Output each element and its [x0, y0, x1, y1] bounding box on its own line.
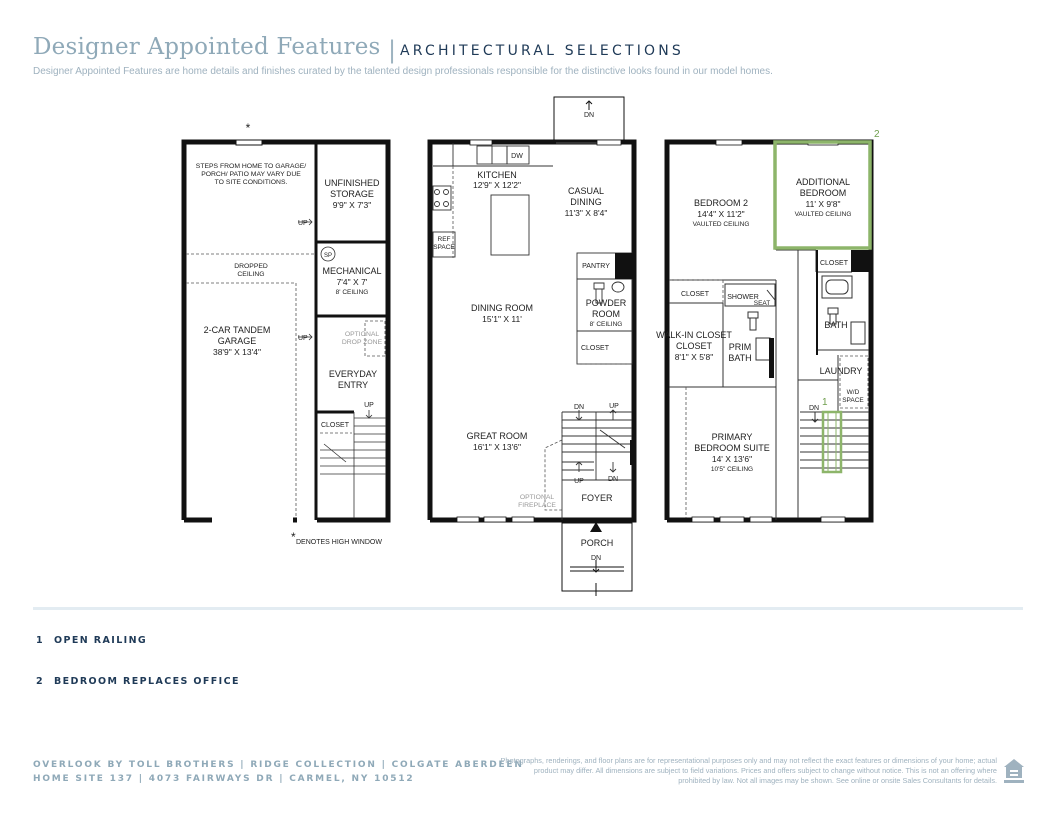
- powder-room-label-2: ROOM: [592, 309, 620, 319]
- closet-label-main: CLOSET: [580, 345, 610, 352]
- title-separator: |: [388, 36, 397, 64]
- mechanical-label: MECHANICAL: [322, 266, 382, 276]
- primary-suite-label: PRIMARY: [711, 432, 753, 442]
- up-label-stair: UP: [609, 403, 619, 410]
- dining-room-label: DINING ROOM: [471, 303, 533, 313]
- casual-dining-label-2: DINING: [570, 197, 602, 207]
- dropped-ceiling-label-2: CEILING: [237, 271, 265, 278]
- optional-fireplace-label: OPTIONAL: [519, 494, 555, 501]
- unfinished-storage-dim: 9'9" X 7'3": [332, 200, 372, 210]
- highlight-open-railing: [823, 412, 841, 472]
- bath-label: BATH: [824, 320, 848, 330]
- dining-room-dim: 15'1" X 11': [482, 314, 522, 324]
- up-label-storage: UP: [298, 220, 308, 227]
- asterisk-note: *: [291, 530, 296, 544]
- foyer-label: FOYER: [581, 493, 613, 503]
- selection-number: 2: [36, 676, 45, 687]
- prim-bath-label: PRIM: [728, 342, 752, 352]
- mechanical-dim: 7'4" X 7': [336, 277, 368, 287]
- garage-note-line-3: TO SITE CONDITIONS.: [214, 179, 288, 186]
- garage-note-line-2: PORCH/ PATIO MAY VARY DUE: [201, 171, 301, 178]
- bedroom2-label: BEDROOM 2: [693, 198, 749, 208]
- dropped-ceiling-label: DROPPED: [234, 263, 268, 270]
- equal-housing-icon: [1002, 757, 1026, 785]
- footer-disclaimer: Photographs, renderings, and floor plans are for representational purposes only and may not reflect the exact features or dimensions of your home; actual product may differ. All dimensions are subject to field variations. Prices and offers subject to change without notice. This is not an offering where prohibited by law. Not all images may be shown. See online or onsite Sales Consultants for details.: [500, 756, 997, 785]
- shower-label: SHOWER: [727, 294, 759, 301]
- closet-label-bath: CLOSET: [819, 260, 849, 267]
- garage-label: 2-CAR TANDEM: [203, 325, 271, 335]
- selection-item-1: [36, 635, 147, 646]
- dn-label-stair: DN: [573, 404, 585, 411]
- additional-bedroom-label-2: BEDROOM: [799, 188, 847, 198]
- optional-drop-zone-label: OPTIONAL: [344, 331, 380, 338]
- kitchen-label: KITCHEN: [477, 170, 517, 180]
- dn-label-porch: DN: [590, 555, 602, 562]
- everyday-entry-label: EVERYDAY: [328, 369, 378, 379]
- selection-label: BEDROOM REPLACES OFFICE: [54, 676, 240, 687]
- up-label-stairs: UP: [364, 402, 374, 409]
- powder-room-label: POWDER: [585, 298, 627, 308]
- marker-1: 1: [822, 397, 828, 408]
- unfinished-storage-label-2: STORAGE: [330, 189, 374, 199]
- footer-community: OVERLOOK BY TOLL BROTHERS | RIDGE COLLECTION | COLGATE ABERDEEN: [33, 760, 524, 770]
- additional-bedroom-label: ADDITIONAL: [795, 177, 851, 187]
- lower-level-plan: [184, 121, 388, 546]
- primary-suite-ceiling: 10'5" CEILING: [710, 466, 754, 473]
- bedroom2-dim: 14'4" X 11'2": [697, 209, 745, 219]
- bedroom2-ceiling: VAULTED CEILING: [692, 221, 750, 228]
- pantry-label: PANTRY: [582, 263, 610, 270]
- porch-label: PORCH: [580, 538, 614, 548]
- sp-label: SP: [323, 253, 333, 259]
- unfinished-storage-label: UNFINISHED: [324, 178, 380, 188]
- everyday-entry-label-2: ENTRY: [337, 380, 369, 390]
- high-window-note: DENOTES HIGH WINDOW: [296, 539, 382, 546]
- dw-label: DW: [511, 153, 523, 160]
- closet-label-lower: CLOSET: [320, 422, 350, 429]
- garage-label-2: GARAGE: [217, 336, 257, 346]
- up-label-foyer: UP: [574, 478, 584, 485]
- upper-level-plan: [656, 129, 880, 522]
- wd-space-label-2: SPACE: [842, 397, 864, 404]
- primary-suite-label-2: BEDROOM SUITE: [694, 443, 770, 453]
- optional-fireplace-label-2: FIREPLACE: [518, 502, 556, 509]
- main-level-plan: [430, 97, 634, 596]
- optional-drop-zone-label-2: DROP ZONE: [341, 339, 383, 346]
- casual-dining-label: CASUAL: [567, 186, 605, 196]
- great-room-dim: 16'1" X 13'6": [472, 442, 522, 452]
- powder-ceiling: 8' CEILING: [589, 321, 623, 328]
- ref-space-label-2: SPACE: [433, 244, 455, 251]
- section-divider: [33, 607, 1023, 610]
- casual-dining-dim: 11'3" X 8'4": [564, 208, 608, 218]
- dn-label-top: DN: [583, 112, 595, 119]
- up-label-entry: UP: [298, 335, 308, 342]
- garage-note-line-1: STEPS FROM HOME TO GARAGE/: [195, 163, 307, 170]
- page-title: Designer Appointed Features: [33, 34, 381, 60]
- intro-text: Designer Appointed Features are home details and finishes curated by the talented design professionals responsible for the distinctive looks found in our model homes.: [33, 66, 773, 77]
- mechanical-ceiling: 8' CEILING: [335, 289, 369, 296]
- walk-in-closet-label: WALK-IN CLOSET: [656, 330, 732, 340]
- laundry-label: LAUNDRY: [819, 366, 863, 376]
- additional-bedroom-ceiling: VAULTED CEILING: [794, 211, 852, 218]
- selection-number: 1: [36, 635, 45, 646]
- dn-label-foyer: DN: [607, 476, 619, 483]
- walk-in-closet-dim: 8'1" X 5'8": [674, 352, 714, 362]
- kitchen-dim: 12'9" X 12'2": [472, 180, 522, 190]
- ref-space-label: REF: [437, 236, 451, 243]
- selection-label: OPEN RAILING: [54, 635, 148, 646]
- asterisk-top: *: [245, 121, 251, 135]
- prim-bath-label-2: BATH: [728, 353, 752, 363]
- marker-2: 2: [874, 129, 880, 140]
- seat-label: SEAT: [753, 300, 771, 307]
- great-room-label: GREAT ROOM: [466, 431, 528, 441]
- walk-in-closet-label-2: CLOSET: [675, 341, 713, 351]
- dn-label-upper: DN: [808, 405, 820, 412]
- page-subtitle: ARCHITECTURAL SELECTIONS: [400, 43, 685, 59]
- wd-space-label: W/D: [846, 389, 860, 396]
- closet-label-bedroom2: CLOSET: [680, 291, 710, 298]
- primary-suite-dim: 14' X 13'6": [711, 454, 753, 464]
- garage-dim: 38'9" X 13'4": [212, 347, 262, 357]
- additional-bedroom-dim: 11' X 9'8": [805, 199, 841, 209]
- selection-item-2: [36, 676, 240, 687]
- footer-address: HOME SITE 137 | 4073 FAIRWAYS DR | CARMEL, NY 10512: [33, 774, 415, 784]
